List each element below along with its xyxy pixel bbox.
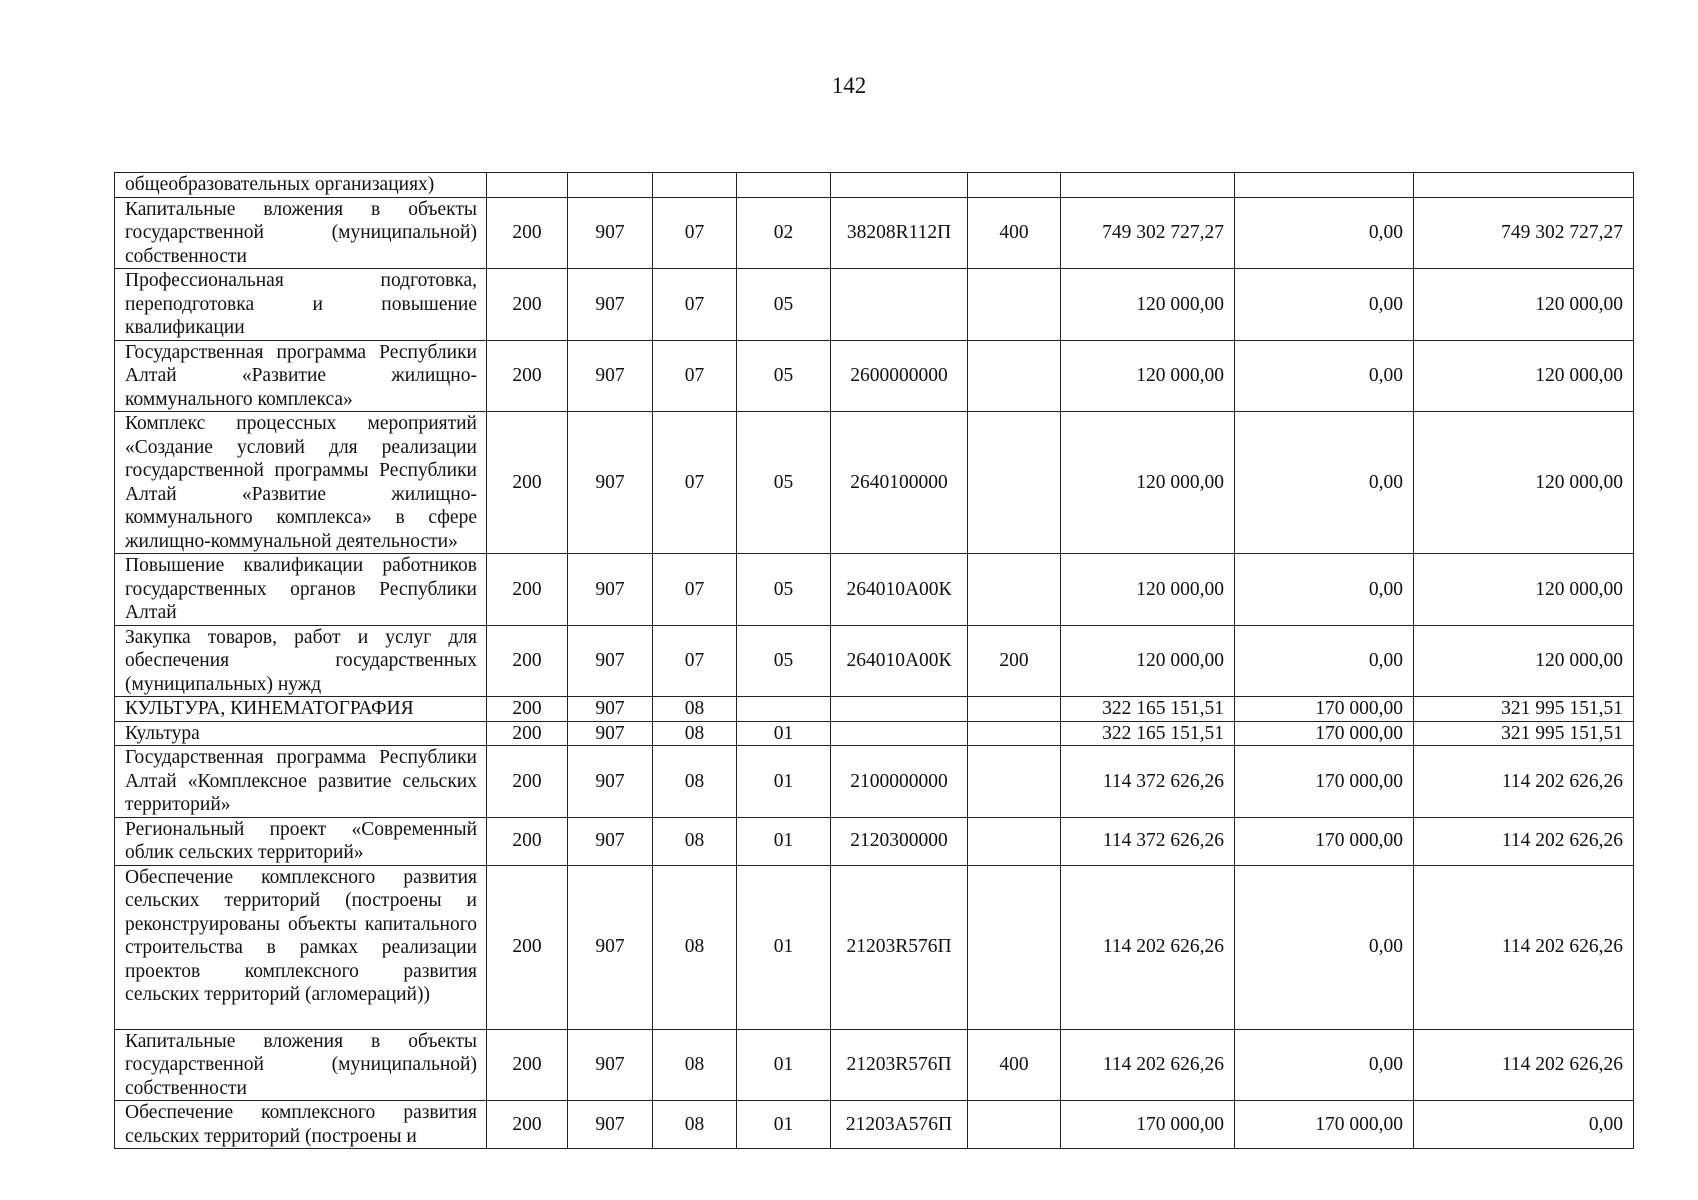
budget-table <box>114 172 1634 1149</box>
code-cell: 200 <box>487 817 568 865</box>
subsection-cell: 01 <box>737 1101 831 1149</box>
code-cell: 200 <box>487 1029 568 1101</box>
target-article-cell: 2600000000 <box>831 340 968 412</box>
amount-cell: 114 372 626,26 <box>1061 817 1235 865</box>
expense-type-cell <box>968 746 1061 818</box>
amount-cell <box>1061 173 1235 198</box>
section-cell: 07 <box>653 197 737 269</box>
amount-cell: 322 165 151,51 <box>1061 697 1235 722</box>
amount-cell <box>1235 173 1414 198</box>
table-row <box>115 697 1634 722</box>
ministry-code-cell: 907 <box>568 340 653 412</box>
target-article-cell: 38208R112П <box>831 197 968 269</box>
table-row <box>115 173 1634 198</box>
item-name-cell: Обеспечение комплексного развития сельских территорий (построены и <box>115 1101 487 1149</box>
ministry-code-cell: 907 <box>568 1029 653 1101</box>
amount-cell: 114 202 626,26 <box>1414 817 1634 865</box>
subsection-cell: 05 <box>737 554 831 626</box>
item-name-cell: Комплекс процессных мероприятий «Создание условий для реализации государственной программы Республики Алтай «Развитие жилищно-коммунального комплекса» в сфере жилищно-коммунальной деятельности» <box>115 412 487 554</box>
ministry-code-cell: 907 <box>568 721 653 746</box>
amount-cell: 120 000,00 <box>1414 412 1634 554</box>
table-row <box>115 197 1634 269</box>
amount-cell: 170 000,00 <box>1235 1101 1414 1149</box>
amount-cell: 321 995 151,51 <box>1414 697 1634 722</box>
expense-type-cell <box>968 1101 1061 1149</box>
item-name-cell: Региональный проект «Современный облик сельских территорий» <box>115 817 487 865</box>
amount-cell: 114 372 626,26 <box>1061 746 1235 818</box>
ministry-code-cell: 907 <box>568 554 653 626</box>
table-row <box>115 1029 1634 1101</box>
amount-cell: 322 165 151,51 <box>1061 721 1235 746</box>
item-name-cell: Капитальные вложения в объекты государственной (муниципальной) собственности <box>115 197 487 269</box>
section-cell: 07 <box>653 269 737 341</box>
target-article-cell: 2640100000 <box>831 412 968 554</box>
amount-cell: 0,00 <box>1235 625 1414 697</box>
subsection-cell: 01 <box>737 865 831 1029</box>
code-cell: 200 <box>487 269 568 341</box>
item-name-cell: общеобразовательных организациях) <box>115 173 487 198</box>
code-cell: 200 <box>487 340 568 412</box>
table-row <box>115 412 1634 554</box>
section-cell: 07 <box>653 625 737 697</box>
ministry-code-cell: 907 <box>568 1101 653 1149</box>
item-name-cell: Культура <box>115 721 487 746</box>
item-name-cell: Повышение квалификации работников государственных органов Республики Алтай <box>115 554 487 626</box>
amount-cell: 114 202 626,26 <box>1061 1029 1235 1101</box>
expense-type-cell <box>968 865 1061 1029</box>
ministry-code-cell: 907 <box>568 865 653 1029</box>
item-name-cell: Профессиональная подготовка, переподготовка и повышение квалификации <box>115 269 487 341</box>
ministry-code-cell: 907 <box>568 817 653 865</box>
table-row <box>115 865 1634 1029</box>
ministry-code-cell: 907 <box>568 412 653 554</box>
amount-cell: 0,00 <box>1235 412 1414 554</box>
code-cell: 200 <box>487 554 568 626</box>
table-row <box>115 269 1634 341</box>
expense-type-cell <box>968 697 1061 722</box>
amount-cell: 0,00 <box>1235 865 1414 1029</box>
ministry-code-cell <box>568 173 653 198</box>
amount-cell: 0,00 <box>1235 340 1414 412</box>
amount-cell: 170 000,00 <box>1061 1101 1235 1149</box>
table-row <box>115 625 1634 697</box>
expense-type-cell <box>968 721 1061 746</box>
code-cell: 200 <box>487 625 568 697</box>
item-name-cell: Обеспечение комплексного развития сельских территорий (построены и реконструированы объекты капитального строительства в рамках реализации проектов комплексного развития сельских территорий (агломераций)) <box>115 865 487 1029</box>
target-article-cell: 2120300000 <box>831 817 968 865</box>
target-article-cell: 2100000000 <box>831 746 968 818</box>
amount-cell: 170 000,00 <box>1235 721 1414 746</box>
amount-cell: 120 000,00 <box>1061 625 1235 697</box>
amount-cell: 170 000,00 <box>1235 817 1414 865</box>
section-cell: 08 <box>653 1029 737 1101</box>
item-name-cell: Государственная программа Республики Алтай «Развитие жилищно-коммунального комплекса» <box>115 340 487 412</box>
amount-cell: 749 302 727,27 <box>1061 197 1235 269</box>
section-cell: 08 <box>653 817 737 865</box>
expense-type-cell <box>968 412 1061 554</box>
table-row <box>115 1101 1634 1149</box>
code-cell <box>487 173 568 198</box>
table-row <box>115 340 1634 412</box>
amount-cell: 749 302 727,27 <box>1414 197 1634 269</box>
subsection-cell: 01 <box>737 817 831 865</box>
section-cell: 08 <box>653 721 737 746</box>
target-article-cell <box>831 697 968 722</box>
item-name-cell: Государственная программа Республики Алтай «Комплексное развитие сельских территорий» <box>115 746 487 818</box>
page-number: 142 <box>831 73 867 98</box>
amount-cell: 0,00 <box>1235 1029 1414 1101</box>
subsection-cell: 05 <box>737 412 831 554</box>
expense-type-cell: 200 <box>968 625 1061 697</box>
ministry-code-cell: 907 <box>568 197 653 269</box>
code-cell: 200 <box>487 865 568 1029</box>
table-row <box>115 817 1634 865</box>
table-row <box>115 721 1634 746</box>
target-article-cell <box>831 173 968 198</box>
code-cell: 200 <box>487 1101 568 1149</box>
target-article-cell: 21203R576П <box>831 865 968 1029</box>
amount-cell: 170 000,00 <box>1235 746 1414 818</box>
subsection-cell <box>737 173 831 198</box>
code-cell: 200 <box>487 697 568 722</box>
amount-cell: 120 000,00 <box>1414 340 1634 412</box>
amount-cell: 114 202 626,26 <box>1414 746 1634 818</box>
amount-cell: 120 000,00 <box>1414 554 1634 626</box>
amount-cell: 321 995 151,51 <box>1414 721 1634 746</box>
amount-cell: 0,00 <box>1414 1101 1634 1149</box>
amount-cell: 0,00 <box>1235 269 1414 341</box>
ministry-code-cell: 907 <box>568 625 653 697</box>
target-article-cell: 264010А00К <box>831 554 968 626</box>
amount-cell: 0,00 <box>1235 554 1414 626</box>
amount-cell: 114 202 626,26 <box>1414 865 1634 1029</box>
expense-type-cell: 400 <box>968 197 1061 269</box>
section-cell: 08 <box>653 865 737 1029</box>
section-cell: 07 <box>653 412 737 554</box>
subsection-cell: 01 <box>737 746 831 818</box>
amount-cell: 120 000,00 <box>1061 412 1235 554</box>
subsection-cell: 01 <box>737 1029 831 1101</box>
code-cell: 200 <box>487 746 568 818</box>
subsection-cell: 02 <box>737 197 831 269</box>
target-article-cell: 21203А576П <box>831 1101 968 1149</box>
table-row <box>115 554 1634 626</box>
target-article-cell: 21203R576П <box>831 1029 968 1101</box>
subsection-cell: 05 <box>737 269 831 341</box>
section-cell: 08 <box>653 746 737 818</box>
item-name-cell: КУЛЬТУРА, КИНЕМАТОГРАФИЯ <box>115 697 487 722</box>
expense-type-cell: 400 <box>968 1029 1061 1101</box>
section-cell: 07 <box>653 554 737 626</box>
code-cell: 200 <box>487 412 568 554</box>
expense-type-cell <box>968 340 1061 412</box>
subsection-cell: 05 <box>737 625 831 697</box>
table-row <box>115 746 1634 818</box>
amount-cell <box>1414 173 1634 198</box>
amount-cell: 114 202 626,26 <box>1061 865 1235 1029</box>
item-name-cell: Капитальные вложения в объекты государственной (муниципальной) собственности <box>115 1029 487 1101</box>
amount-cell: 120 000,00 <box>1061 269 1235 341</box>
ministry-code-cell: 907 <box>568 746 653 818</box>
expense-type-cell <box>968 173 1061 198</box>
ministry-code-cell: 907 <box>568 269 653 341</box>
subsection-cell: 01 <box>737 721 831 746</box>
amount-cell: 114 202 626,26 <box>1414 1029 1634 1101</box>
amount-cell: 120 000,00 <box>1414 269 1634 341</box>
expense-type-cell <box>968 269 1061 341</box>
code-cell: 200 <box>487 197 568 269</box>
amount-cell: 120 000,00 <box>1414 625 1634 697</box>
subsection-cell <box>737 697 831 722</box>
section-cell: 08 <box>653 1101 737 1149</box>
subsection-cell: 05 <box>737 340 831 412</box>
section-cell <box>653 173 737 198</box>
section-cell: 08 <box>653 697 737 722</box>
target-article-cell: 264010А00К <box>831 625 968 697</box>
amount-cell: 0,00 <box>1235 197 1414 269</box>
amount-cell: 120 000,00 <box>1061 340 1235 412</box>
ministry-code-cell: 907 <box>568 697 653 722</box>
target-article-cell <box>831 721 968 746</box>
expense-type-cell <box>968 554 1061 626</box>
expense-type-cell <box>968 817 1061 865</box>
item-name-cell: Закупка товаров, работ и услуг для обеспечения государственных (муниципальных) нужд <box>115 625 487 697</box>
amount-cell: 120 000,00 <box>1061 554 1235 626</box>
amount-cell: 170 000,00 <box>1235 697 1414 722</box>
target-article-cell <box>831 269 968 341</box>
code-cell: 200 <box>487 721 568 746</box>
section-cell: 07 <box>653 340 737 412</box>
